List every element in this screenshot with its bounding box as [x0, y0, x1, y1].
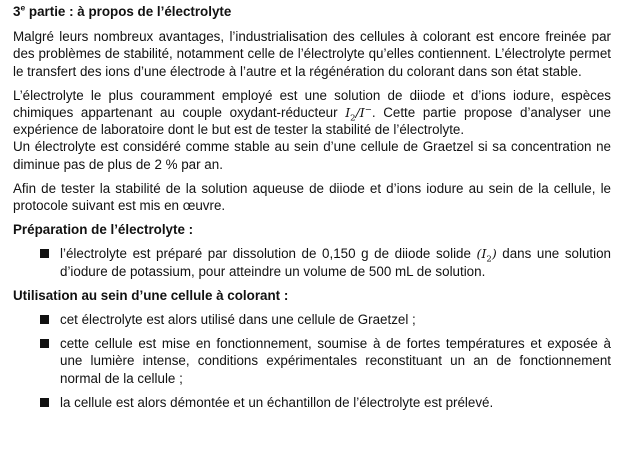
paragraph-electrolyte [13, 87, 611, 139]
heading-utilisation: Utilisation au sein d’une cellule à colorant : [13, 287, 289, 303]
ordinal-suffix: e [20, 2, 26, 13]
preparation-item-text-2: dans une solution d’iodure de potassium, pour atteindre un volume de 500 mL de solution. [60, 246, 611, 279]
paragraph-intro: Malgré leurs nombreux avantages, l’industrialisation des cellules à colorant est encore freinée par des problèmes de stabilité, notamment celle de l’électrolyte qu’elles contiennent. L’électrolyte permet le transfert des ions d’une électrode à l’autre et la régénération du colorant dans son état stable. [13, 29, 611, 79]
square-bullet-icon [40, 249, 49, 258]
formula-charge: − [364, 104, 372, 115]
section-title [13, 3, 611, 20]
section-title-text: partie : à propos de l’électrolyte [25, 4, 232, 19]
list-item [13, 335, 611, 387]
formula-open-paren: ( [476, 246, 482, 262]
list-item-text: la cellule est alors démontée et un échantillon de l’électrolyte est prélevé. [60, 394, 494, 410]
square-bullet-icon [40, 315, 49, 324]
square-bullet-icon [40, 339, 49, 348]
heading-preparation: Préparation de l’électrolyte : [13, 222, 194, 238]
square-bullet-icon [40, 398, 49, 407]
preparation-item [13, 245, 611, 279]
list-item [13, 394, 611, 411]
formula-close-paren: ) [491, 246, 497, 262]
formula-separator-iodide: /I [355, 105, 365, 121]
paragraph-stability-criterion: Un électrolyte est considéré comme stable au sein d’une cellule de Graetzel si sa concentration ne diminue pas de plus de 2 % par an. [13, 139, 611, 172]
list-item-text: cet électrolyte est alors utilisé dans une cellule de Graetzel ; [60, 312, 416, 328]
formula-iodine-symbol: I [481, 246, 487, 262]
list-item [13, 311, 611, 328]
redox-couple-formula [345, 104, 372, 124]
paragraph-electrolyte-text-2: . Cette partie propose d’analyser une expérience de laboratoire dont le but est de tester la stabilité de l’électrolyte. [13, 105, 611, 138]
formula-subscript: 2 [486, 254, 492, 265]
diiode-formula [476, 246, 497, 265]
list-item-text: cette cellule est mise en fonctionnement, soumise à de fortes températures et exposée à une lumière intense, conditions expérimentales reconstituant un an de fonctionnement normal de la cellule ; [60, 336, 611, 386]
paragraph-electrolyte-text-1: L’électrolyte le plus couramment employé est une solution de diiode et d’ions iodure, espèces chimiques appartenant au couple oxydant-réducteur [13, 87, 611, 121]
utilisation-list [13, 311, 611, 411]
formula-iodine-symbol: I [345, 105, 351, 121]
preparation-list [13, 245, 611, 279]
formula-subscript: 2 [350, 113, 356, 124]
document-page [13, 3, 611, 418]
preparation-item-text-1: l’électrolyte est préparé par dissolution de 0,150 g de diiode solide [60, 246, 477, 262]
section-number: 3 [13, 4, 21, 19]
paragraph-protocol-intro: Afin de tester la stabilité de la solution aqueuse de diiode et d’ions iodure au sein de la cellule, le protocole suivant est mis en œuvre. [13, 180, 611, 214]
